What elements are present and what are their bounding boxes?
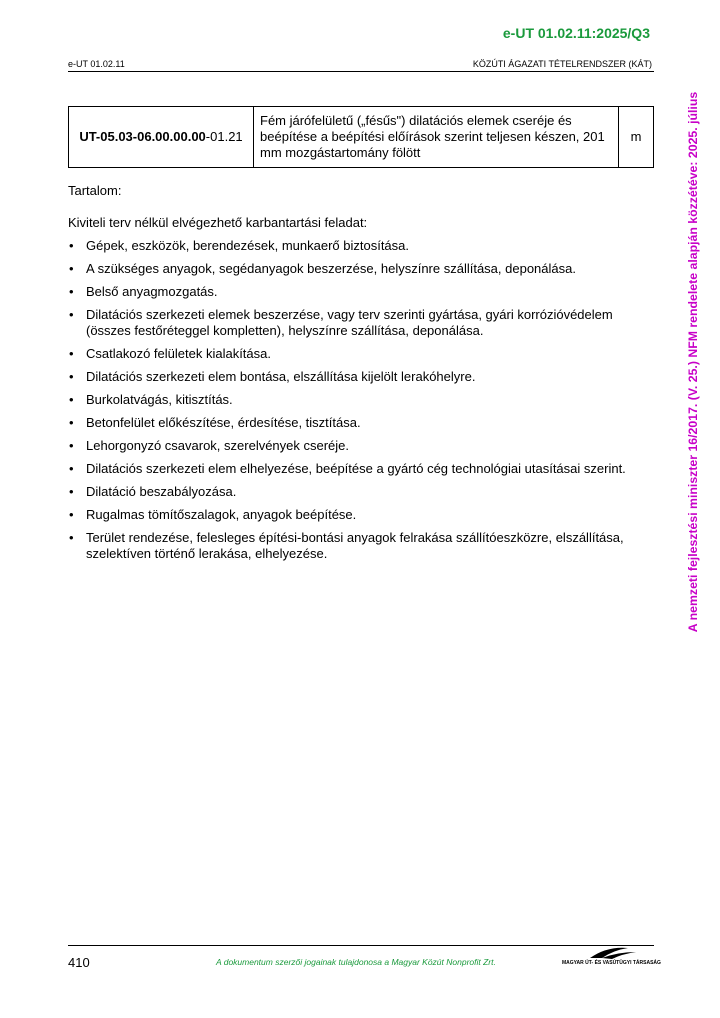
item-table bbox=[68, 106, 654, 168]
list-item-text: Belső anyagmozgatás. bbox=[86, 284, 218, 299]
list-item-text: Rugalmas tömítőszalagok, anyagok beépítése. bbox=[86, 507, 357, 522]
list-item bbox=[68, 484, 654, 500]
bullet-icon: • bbox=[69, 484, 74, 499]
list-item bbox=[68, 438, 654, 454]
list-item bbox=[68, 238, 654, 254]
bullet-icon: • bbox=[69, 369, 74, 384]
list-item-text: A szükséges anyagok, segédanyagok beszerzése, helyszínre szállítása, deponálása. bbox=[86, 261, 576, 276]
list-item-text: Betonfelület előkészítése, érdesítése, tisztítása. bbox=[86, 415, 361, 430]
list-item-text: Dilatációs szerkezeti elem bontása, elszállítása kijelölt lerakóhelyre. bbox=[86, 369, 476, 384]
list-item-text: Dilatáció beszabályozása. bbox=[86, 484, 237, 499]
bullet-icon: • bbox=[69, 392, 74, 407]
list-item bbox=[68, 307, 654, 339]
list-item-text: Burkolatvágás, kitisztítás. bbox=[86, 392, 233, 407]
list-item-text: Dilatációs szerkezeti elem elhelyezése, beépítése a gyártó cég technológiai utasításai szerint. bbox=[86, 461, 626, 476]
bullet-icon: • bbox=[69, 261, 74, 276]
item-code-suffix: -01.21 bbox=[205, 129, 243, 144]
item-description: Fém járófelületű („fésűs") dilatációs elemek cseréje és beépítése a beépítési előírások szerint teljesen készen, 201 mm mozgástartomány fölött bbox=[254, 107, 619, 168]
item-unit: m bbox=[619, 107, 654, 168]
document-code: e-UT 01.02.11:2025/Q3 bbox=[502, 25, 650, 41]
item-row bbox=[69, 107, 654, 168]
task-intro: Kiviteli terv nélkül elvégezhető karbantartási feladat: bbox=[68, 215, 368, 230]
task-list bbox=[68, 238, 654, 562]
list-item-text: Lehorgonyzó csavarok, szerelvények cseréje. bbox=[86, 438, 350, 453]
bullet-icon: • bbox=[69, 461, 74, 476]
side-publication-note bbox=[686, 92, 700, 632]
list-item bbox=[68, 284, 654, 300]
tartalom-label: Tartalom: bbox=[68, 183, 122, 198]
list-item bbox=[68, 461, 654, 477]
bullet-icon: • bbox=[69, 346, 74, 361]
list-item-text: Dilatációs szerkezeti elemek beszerzése, vagy terv szerinti gyártása, gyári korrózióvédelem (összes festőréteggel kompletten), helyszínre szállítása, deponálása. bbox=[86, 307, 613, 338]
item-code-main: UT-05.03-06.00.00.00 bbox=[79, 129, 206, 144]
bullet-icon: • bbox=[69, 307, 74, 322]
bullet-icon: • bbox=[69, 415, 74, 430]
list-item bbox=[68, 392, 654, 408]
list-item-text: Csatlakozó felületek kialakítása. bbox=[86, 346, 271, 361]
bullet-icon: • bbox=[69, 530, 74, 545]
list-item bbox=[68, 530, 654, 562]
bullet-icon: • bbox=[69, 238, 74, 253]
list-item bbox=[68, 369, 654, 385]
header-short-code: e-UT 01.02.11 bbox=[68, 59, 125, 69]
list-item bbox=[68, 507, 654, 523]
content-section bbox=[68, 183, 654, 569]
bullet-icon: • bbox=[69, 284, 74, 299]
footer-copyright: A dokumentum szerzői jogainak tulajdonosa a Magyar Közút Nonprofit Zrt. bbox=[216, 957, 496, 967]
list-item bbox=[68, 415, 654, 431]
bullet-icon: • bbox=[69, 507, 74, 522]
list-item bbox=[68, 261, 654, 277]
item-code-cell bbox=[69, 107, 254, 168]
logo-text: MAGYAR ÚT- ÉS VASÚTÜGYI TÁRSASÁG bbox=[562, 960, 661, 966]
page-number: 410 bbox=[68, 955, 90, 970]
header-category: KÖZÚTI ÁGAZATI TÉTELRENDSZER (KÁT) bbox=[472, 59, 652, 69]
list-item-text: Terület rendezése, felesleges építési-bontási anyagok felrakása szállítóeszközre, elszállítása, szelektíven történő lerakása, elhelyezése. bbox=[86, 530, 624, 561]
list-item-text: Gépek, eszközök, berendezések, munkaerő biztosítása. bbox=[86, 238, 410, 253]
header-divider bbox=[68, 71, 654, 72]
bullet-icon: • bbox=[69, 438, 74, 453]
list-item bbox=[68, 346, 654, 362]
side-note-text: A nemzeti fejlesztési miniszter 16/2017. (V. 25.) NFM rendelete alapján közzétéve: 2025. július bbox=[686, 91, 700, 633]
